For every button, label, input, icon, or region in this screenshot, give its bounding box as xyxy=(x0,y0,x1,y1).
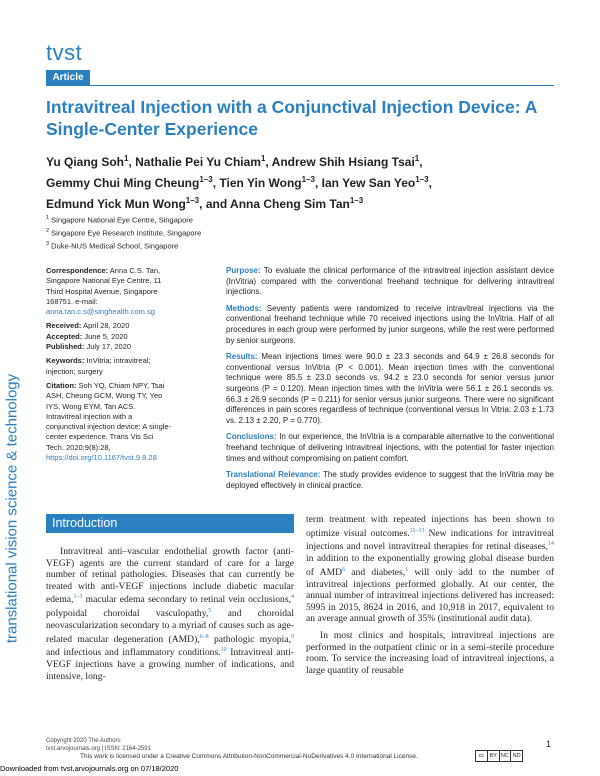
affiliation-text: Singapore Eye Research Institute, Singapore xyxy=(51,228,202,238)
page-number: 1 xyxy=(546,739,552,749)
affiliation-text: Singapore National Eye Centre, Singapore xyxy=(51,215,193,225)
intro-column-right xyxy=(306,514,554,681)
citation-text: Soh YQ, Chiam NPY, Tsai ASH, Cheung GCM, Wong TY, Yeo IYS, Wong EYM, Tan ACS. Intravitreal injection with a conjunctival injection device: A single-center experience. Trans Vis Sci Tech. 2020;9(8):28, xyxy=(46,380,172,452)
author-affiliation-ref: 1–3 xyxy=(415,175,429,184)
license-notice: This work is licensed under a Creative Commons Attribution-NonCommercial-NoDerivatives 4.0 International License. xyxy=(80,753,418,760)
accepted-date: June 5, 2020 xyxy=(84,331,128,341)
copyright-notice xyxy=(46,737,151,753)
journal-side-banner: translational vision science & technology xyxy=(3,373,21,644)
citation-ref-link[interactable]: 11–13 xyxy=(409,527,425,534)
author-affiliation-ref: 1–3 xyxy=(301,175,315,184)
author-name: and Anna Cheng Sim Tan xyxy=(205,197,350,211)
abstract-conclusions xyxy=(226,432,554,464)
abstract xyxy=(226,266,554,497)
abstract-purpose-label: Purpose: xyxy=(226,266,261,275)
abstract-relevance-label: Translational Relevance: xyxy=(226,470,321,480)
nc-icon: NC xyxy=(500,751,512,761)
author-list: Yu Qiang Soh$^1$, Nathalie Pei Yu Chiam$^1$, Andrew Shih Hsiang Tsai$^1$, Gemmy Chui Ming Cheung$^{1-3}$, Tien Yin Wong$^{1-3}$, Ian Yew San Yeo$^{1-3}$, Edmund Yick Mun Wong$^{1-3}$, and Anna Cheng Sim Tan$^{1-3}$ xyxy=(46,154,432,211)
author-name: Nathalie Pei Yu Chiam xyxy=(135,155,261,169)
citation xyxy=(46,381,172,463)
copyright-line: Copyright 2020 The Authors xyxy=(46,738,121,744)
citation-ref-link[interactable]: 9 xyxy=(291,633,294,640)
abstract-results-label: Results: xyxy=(226,352,258,362)
article-type-badge: Article xyxy=(46,70,90,86)
abstract-conclusions-text: In our experience, the InVitria is a comparable alternative to the conventional freehand technique of delivering intravitreal injections, with the potential for faster injection times and without compromising on patient comfort. xyxy=(226,432,554,463)
author-affiliation-ref: 1–3 xyxy=(349,196,364,205)
abstract-conclusions-label: Conclusions: xyxy=(226,432,277,442)
affiliation-item xyxy=(46,213,201,226)
abstract-methods-text: Seventy patients were randomized to receive intravitreal injections via the conventional freehand technique while 70 received injections using the InVitria. Half of all procedures in each group were performed by junior surgeons, while the rest were performed by senior surgeons. xyxy=(226,303,554,345)
citation-label: Citation: xyxy=(46,380,77,390)
citation-ref-link[interactable]: 6 xyxy=(342,566,346,573)
citation-ref-link[interactable]: 5 xyxy=(208,608,212,615)
introduction-heading: Introduction xyxy=(46,514,294,533)
author-name: Edmund Yick Mun Wong xyxy=(46,197,186,211)
author-name: Ian Yew San Yeo xyxy=(321,176,416,190)
abstract-results-text: Mean injections times were 90.0 ± 23.3 seconds and 64.9 ± 26.8 seconds for conventional versus InVitria (P < 0.001). Mean injection times with the conventional technique were 85.5 ± 23.0 seconds vs. 94.2 ± 23.0 seconds for senior versus junior surgeons (P = 0.120). Mean injection times with the InVitria were 56.1 ± 26.1 seconds vs. 66.3 ± 26.9 seconds (P = 0.211) for senior versus junior surgeons. There were no significant differences in pain scores regardless of technique (conventional versus In Vitria: 2.03 ± 1.73 vs. 2.13 ± 2.20, P = 0.770). xyxy=(226,352,554,425)
affiliation-item xyxy=(46,239,201,252)
citation-ref-link[interactable]: 6–8 xyxy=(199,633,209,640)
author-name: Yu Qiang Soh xyxy=(46,155,125,169)
article-title: Intravitreal Injection with a Conjunctival Injection Device: A Single-Center Experience xyxy=(46,97,537,139)
author-affiliation-ref: 1 xyxy=(124,154,129,163)
affiliation-list xyxy=(46,213,201,252)
affiliation-number: 3 xyxy=(46,241,50,247)
affiliation-number: 2 xyxy=(46,228,50,234)
cc-icon: cc xyxy=(476,751,488,761)
abstract-methods xyxy=(226,304,554,346)
citation-ref-link[interactable]: 4 xyxy=(291,594,294,601)
citation-ref-link[interactable]: 1 xyxy=(405,566,409,573)
author-affiliation-ref: 1–3 xyxy=(185,196,200,205)
author-affiliation-ref: 1–3 xyxy=(199,175,213,184)
correspondence xyxy=(46,266,172,317)
keywords-text: InVitria; intravitreal; injection; surgery xyxy=(46,356,151,376)
header-rule xyxy=(90,85,554,86)
dates xyxy=(46,321,172,352)
author-name: Gemmy Chui Ming Cheung xyxy=(46,176,200,190)
citation-ref-link[interactable]: 1–3 xyxy=(73,594,83,601)
keywords-label: Keywords: xyxy=(46,356,85,366)
abstract-purpose xyxy=(226,266,554,298)
intro-column-left xyxy=(46,546,294,687)
intro-paragraph: term treatment with repeated injections has been shown to optimize visual outcomes.$^{11-13}$ New indications for intravitreal injections and novel intravitreal therapies for retinal diseases,$^{14}$ in addition to the exponentially growing global disease burden of AMD$^6$ and diabetes,$^1$ will only add to the number of intravitreal injections performed globally. At our center, the annual number of intravitreal injections delivered has increased: 5995 in 2015, 8624 in 2016, and 10,918 in 2017, equivalent to an average annual growth of 35% (institutional audit data). xyxy=(306,514,555,625)
published-label: Published: xyxy=(46,342,85,352)
abstract-results xyxy=(226,352,554,426)
accepted-label: Accepted: xyxy=(46,331,83,341)
journal-logo: tvst xyxy=(46,40,83,65)
affiliation-number: 1 xyxy=(46,215,50,221)
issn-line: tvst.arvojournals.org | ISSN: 2164-2591 xyxy=(46,746,151,752)
affiliation-text: Duke-NUS Medical School, Singapore xyxy=(51,241,179,251)
citation-ref-link[interactable]: 14 xyxy=(548,541,554,548)
doi-link[interactable]: https://doi.org/10.1167/tvst.9.8.28 xyxy=(46,453,157,463)
intro-paragraph: In most clinics and hospitals, intravitreal injections are performed in the outpatient clinic or in a semi-sterile procedure room. To service the increasing load of intravitreal injections, a large quantity of reusable xyxy=(306,629,554,676)
download-stamp: Downloaded from tvst.arvojournals.org on 07/18/2020 xyxy=(0,764,179,773)
keywords xyxy=(46,356,172,377)
nd-icon: ND xyxy=(512,753,521,759)
received-date: April 28, 2020 xyxy=(83,321,130,331)
abstract-relevance xyxy=(226,470,554,491)
by-icon: BY xyxy=(488,751,500,761)
article-info-sidebar xyxy=(46,266,172,467)
abstract-methods-label: Methods: xyxy=(226,303,262,313)
intro-paragraph: Intravitreal anti–vascular endothelial growth factor (anti-VEGF) agents are the current standard of care for a large number of retinal pathologies. Diseases that can currently be treated with anti-VEGF injections include diabetic macular edema,$^{1-3}$ macular edema secondary to retinal vein occlusions,$^4$ polypoidal choroidal vasculopathy,$^5$ and choroidal neovascularization secondary to a myriad of causes such as age-related macular degeneration (AMD),$^{6-8}$ pathologic myopia,$^9$ and infectious and inflammatory conditions.$^{10}$ Intravitreal anti-VEGF injections have a growing number of indications, and intensive, long- xyxy=(46,546,294,682)
published-date: July 17, 2020 xyxy=(86,342,132,352)
abstract-purpose-text: To evaluate the clinical performance of the intravitreal injection assistant device (InVitria) compared with the conventional freehand technique for delivering intravitreal injections. xyxy=(226,266,555,297)
author-name: Andrew Shih Hsiang Tsai xyxy=(271,155,415,169)
author-affiliation-ref: 1 xyxy=(260,154,266,163)
author-name: Tien Yin Wong xyxy=(219,176,302,190)
correspondence-label: Correspondence: xyxy=(46,266,109,275)
abstract-relevance-text: The study provides evidence to suggest that the InVitria may be deployed effectively in clinical practice. xyxy=(226,470,555,490)
cc-license-badge[interactable] xyxy=(475,750,523,762)
received-label: Received: xyxy=(46,321,82,331)
correspondence-email-link[interactable]: anna.tan.c.s@singhealth.com.sg xyxy=(46,307,155,317)
correspondence-text: Anna C.S. Tan, Singapore National Eye Centre, 11 Third Hospital Avenue, Singapore 168751. e-mail: xyxy=(46,266,162,306)
citation-ref-link[interactable]: 10 xyxy=(220,647,227,654)
author-affiliation-ref: 1 xyxy=(414,154,420,163)
affiliation-item xyxy=(46,226,201,239)
